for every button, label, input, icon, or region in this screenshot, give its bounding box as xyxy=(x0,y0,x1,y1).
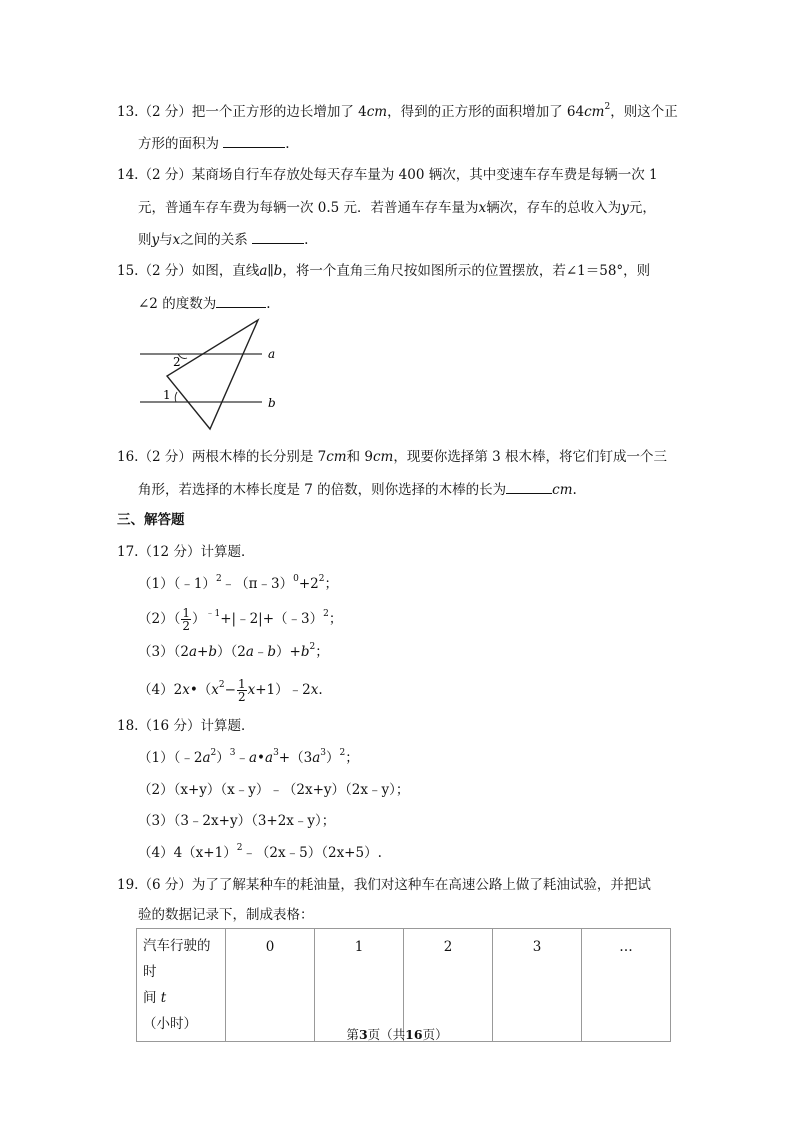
fraction: $\frac{1}{2}$ xyxy=(237,677,246,704)
q17-item4: $(4)2x•(x^2-$ $\frac{1}{2}$ x+1）﹣2x. xyxy=(138,677,323,704)
fraction: $\frac{1}{2}$ xyxy=(182,606,190,633)
q18-item1: $(1)(﹣2a^2)^3﹣a•a^3+(3a^3)^2$； xyxy=(138,748,359,766)
page-footer: 第3页（共16页） xyxy=(346,1027,448,1042)
q15-line1: 15.（2 分）如图，直线a∥b，将一个直角三角尺按如图所示的位置摆放，若∠1＝58°，则 xyxy=(117,263,651,279)
q14-line1: 14.（2 分）某商场自行车存放处每天存车量为 400 辆次，其中变速车存车费是每辆一次 1 xyxy=(117,167,658,183)
answer-blank[interactable] xyxy=(506,480,552,494)
table-cell: … xyxy=(582,929,671,1042)
section-heading: 三、解答题 xyxy=(117,512,185,528)
q15-line2: ∠2 的度数为 . xyxy=(138,296,271,312)
line-a-label: a xyxy=(268,347,276,361)
angle-1-label: 1 xyxy=(163,388,171,402)
q14-line3: 则y与x之间的关系 . xyxy=(138,232,309,248)
q13-line1: 13.（2 分）把一个正方形的边长增加了 4cm，得到的正方形的面积增加了 $64cm^2$，则这个正 xyxy=(117,102,678,120)
q18-item4: $(4)4(x+1)^2﹣(2x﹣5)(2x+5)$. xyxy=(138,843,382,861)
table-cell: 0 xyxy=(226,929,315,1042)
q19-line1: 19.（6 分）为了了解某种车的耗油量，我们对这种车在高速公路上做了耗油试验，并把试 xyxy=(117,877,651,893)
q18-item3: （3）（3﹣2x+y）（3+2x﹣y）； xyxy=(138,813,336,829)
q17-item2: （2）（ $\frac{1}{2}$ ）$^{﹣1}$+|﹣2|+（﹣3）$^2$； xyxy=(138,606,343,633)
answer-blank[interactable] xyxy=(223,134,285,148)
table-cell: 3 xyxy=(493,929,582,1042)
q16-line2: 角形，若选择的木棒长度是 7 的倍数，则你选择的木棒的长为 cm. xyxy=(138,482,577,498)
q18-item2: （2）（x+y）（x﹣y）﹣（2x+y）（2x﹣y）； xyxy=(138,782,410,798)
q14-line2: 元，普通车存车费为每辆一次 0.5 元．若普通车存车量为x辆次，存车的总收入为y元， xyxy=(138,200,656,216)
table-header-cell: 汽车行驶的时 间 t（小时） xyxy=(137,929,226,1042)
answer-blank[interactable] xyxy=(216,294,266,308)
angle-1-arc xyxy=(175,392,177,402)
line-b-label: b xyxy=(268,396,276,410)
table-cell: 1 xyxy=(315,929,404,1042)
q18-title: 18.（16 分）计算题． xyxy=(117,718,255,734)
q13-line2: 方形的面积为 . xyxy=(138,136,290,152)
answer-blank[interactable] xyxy=(252,230,304,244)
q19-line2: 验的数据记录下，制成表格： xyxy=(138,907,314,923)
q17-item3: $(3)(2a+b)(2a﹣b)+b^2$； xyxy=(138,642,329,660)
q17-item1: $(1)(﹣1)^2﹣(\pi﹣3)^0+2^2$； xyxy=(138,574,339,592)
table-cell: 2 xyxy=(404,929,493,1042)
parallel-lines-triangle-figure xyxy=(130,312,300,437)
angle-2-label: 2 xyxy=(173,355,181,369)
right-triangle-ruler xyxy=(167,320,258,429)
q17-title: 17.（12 分）计算题． xyxy=(117,544,255,560)
q16-line1: 16.（2 分）两根木棒的长分别是 7cm和 9cm，现要你选择第 3 根木棒，将它们钉成一个三 xyxy=(117,449,668,465)
